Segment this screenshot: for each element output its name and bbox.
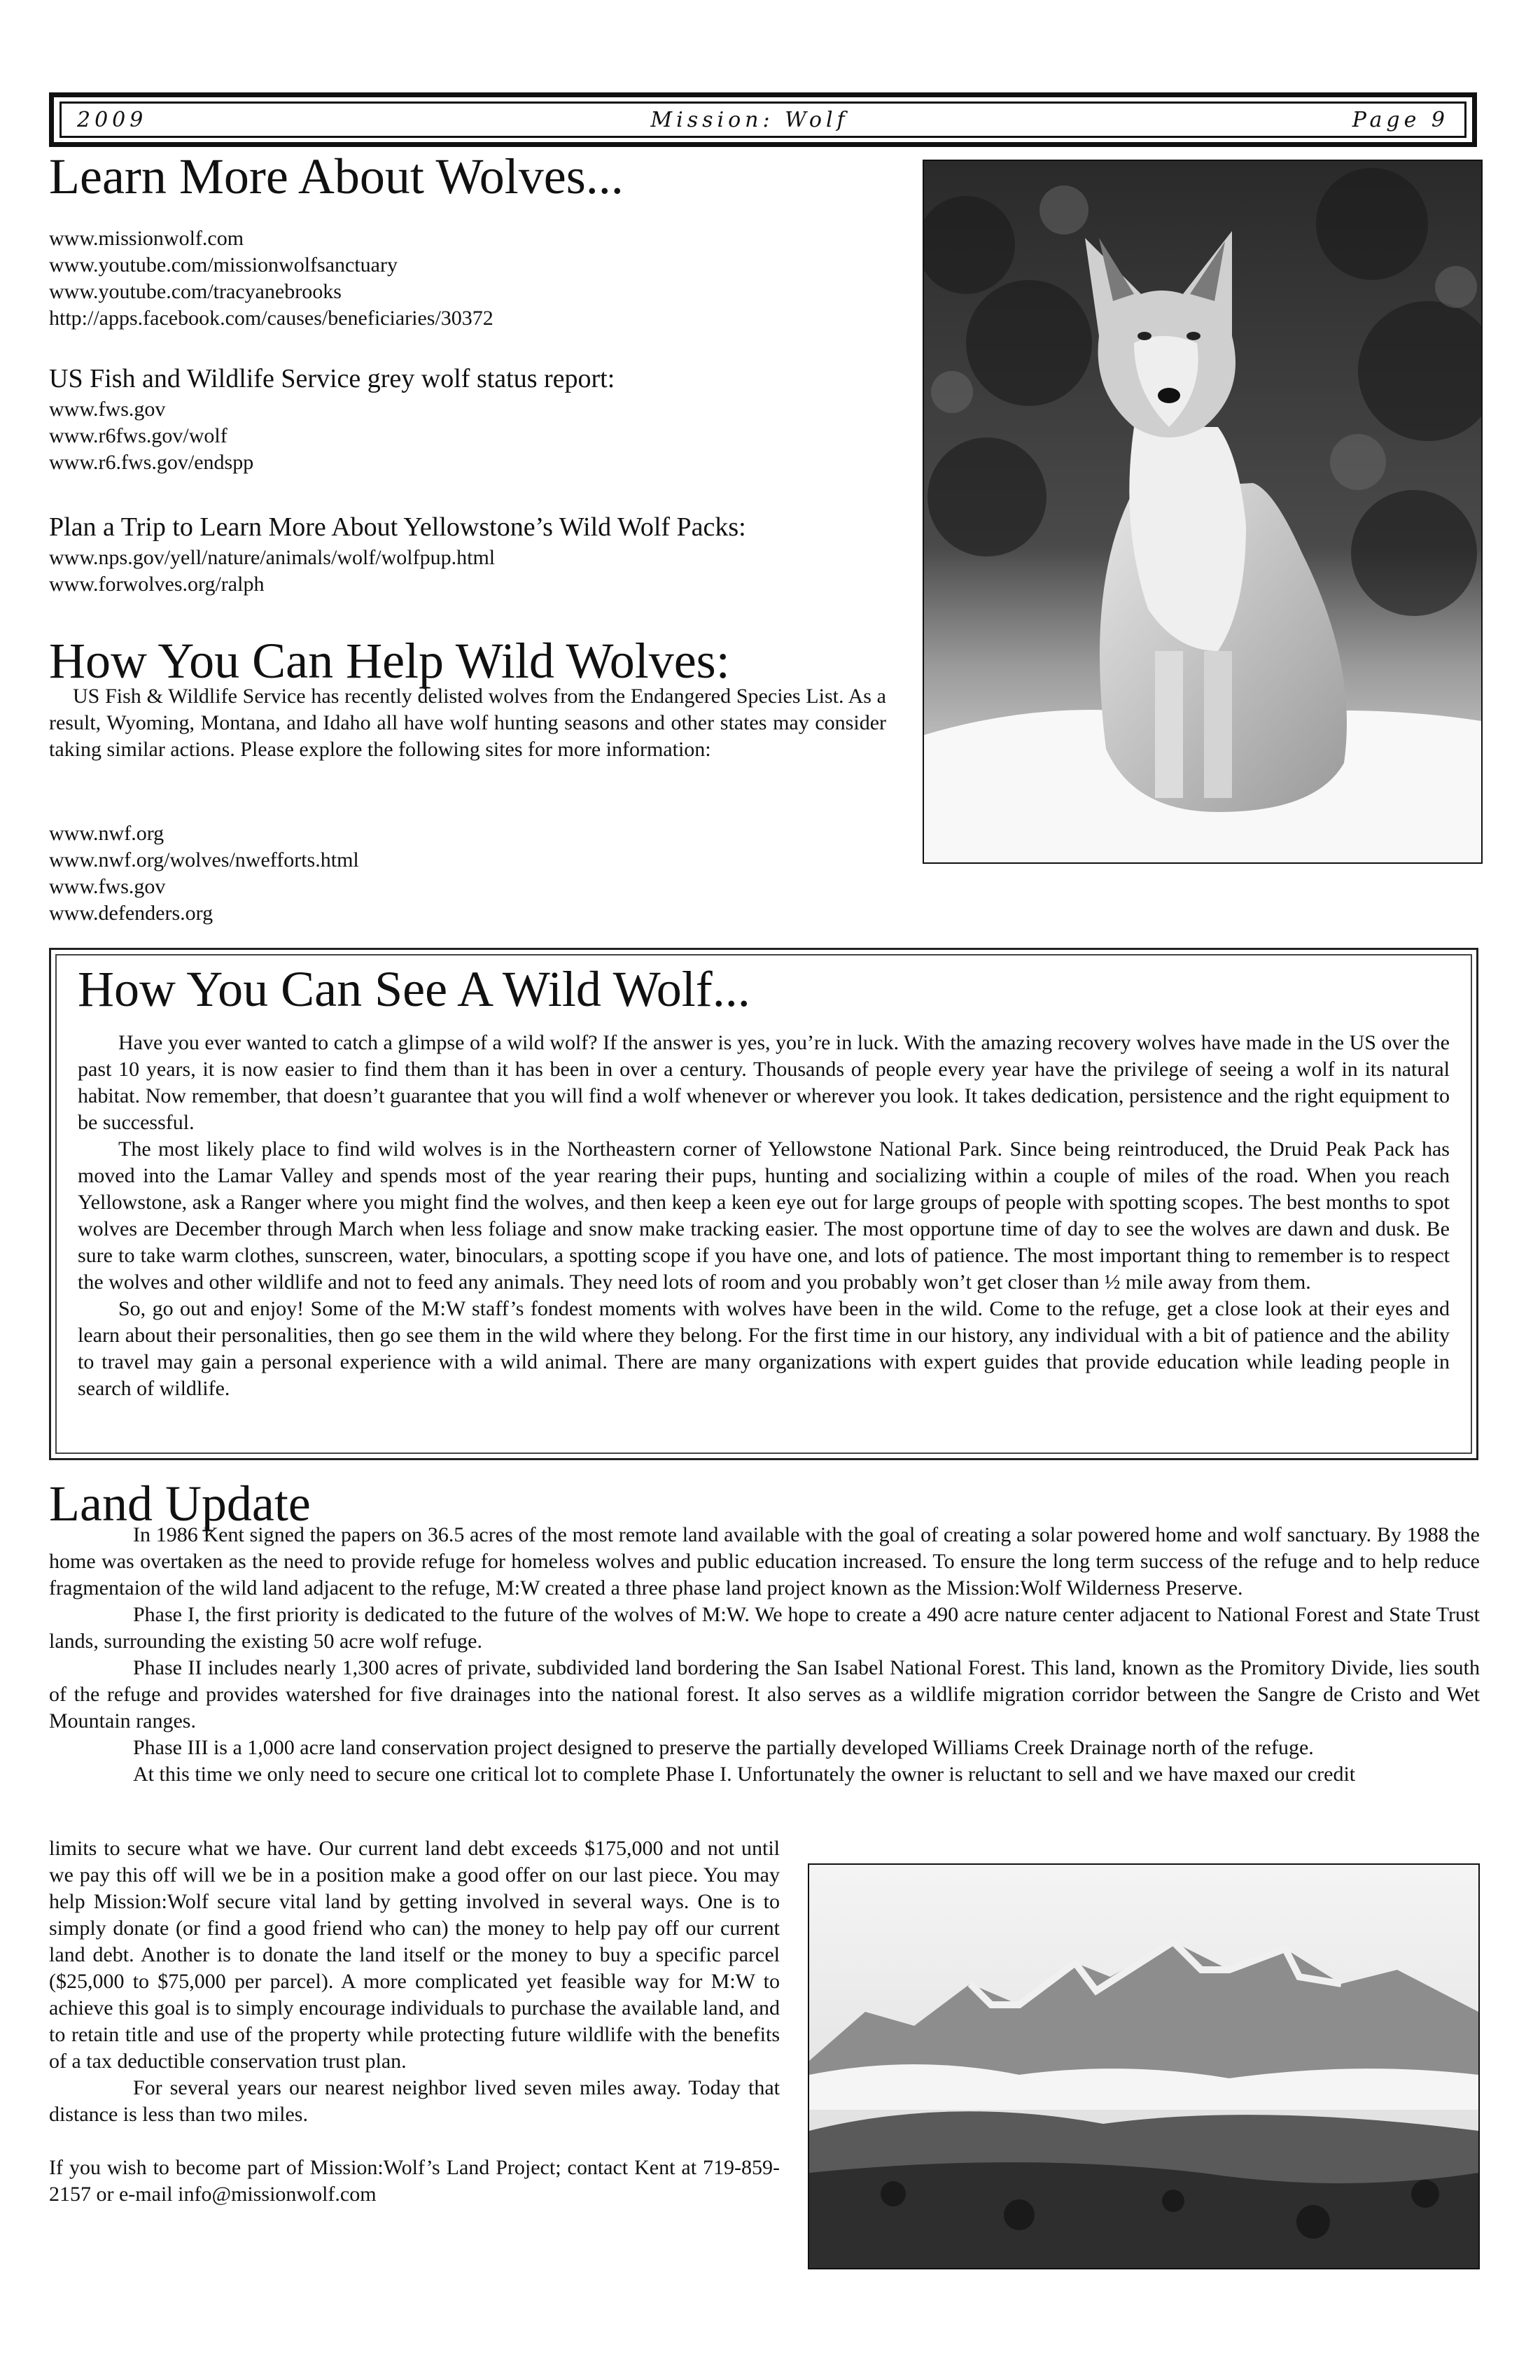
- land-p5b: limits to secure what we have. Our current land debt exceeds $175,000 and not until we pay this off will we be in a position make a good offer on our last piece. You may help Mission:Wolf secure vital land by getting involved in several ways. One is to simply donate (or find a good friend who can) the money to help pay off our current land debt. Another is to donate the land itself or the money to buy a specific parcel ($25,000 to $75,000 per parcel). A more complicated yet feasible way for M:W to achieve this goal is to simply encourage individuals to purchase the available land, and to retain title and use of the property while protecting future wildlife with the benefits of a tax deductible conservation trust plan.: [49, 1837, 780, 2073]
- link-r6fws-wolf[interactable]: www.r6fws.gov/wolf: [49, 424, 227, 447]
- link-missionwolf[interactable]: www.missionwolf.com: [49, 227, 244, 250]
- learn-more-heading: Learn More About Wolves...: [49, 148, 624, 204]
- trip-heading: Plan a Trip to Learn More About Yellowstone’s Wild Wolf Packs:: [49, 512, 746, 542]
- link-facebook-causes[interactable]: http://apps.facebook.com/causes/beneficiaries/30372: [49, 307, 493, 330]
- page-header: [49, 92, 1477, 147]
- learn-links-group: [49, 225, 493, 332]
- land-p1: In 1986 Kent signed the papers on 36.5 acres of the most remote land available with the goal of creating a solar powered home and wolf sanctuary. By 1988 the home was overtaken as the need to provide refuge for homeless wolves and public education increased. To ensure the long term success of the refuge and to help reduce fragmentaion of the wild land adjacent to the refuge, M:W created a three phase land project known as the Mission:Wolf Wilderness Preserve.: [49, 1523, 1480, 1600]
- page-header-inner: [59, 102, 1466, 138]
- link-defenders[interactable]: www.defenders.org: [49, 902, 214, 925]
- see-wolf-p2: The most likely place to find wild wolves is in the Northeastern corner of Yellowstone National Park. Since being reintroduced, the Druid Peak Pack has moved into the Lamar Valley and spends most of the year rearing their pups, hunting and socializing within a couple of miles of the road. When you reach Yellowstone, ask a Ranger where you might find the wolves, and then keep a keen eye out for large groups of people with spotting scopes. The best months to spot wolves are December through March when less foliage and snow make tracking easier. The most opportune time of day to see the wolves are dawn and dusk. Be sure to take warm clothes, sunscreen, water, binoculars, a spotting scope if you have one, and lots of patience. The most important thing to remember is to respect the wolves and other wildlife and not to feed any animals. They need lots of room and you probably won’t get closer than ½ mile away from them.: [78, 1138, 1450, 1294]
- land-p4: Phase III is a 1,000 acre land conservation project designed to preserve the partially developed Williams Creek Drainage north of the refuge.: [133, 1736, 1314, 1759]
- header-page-number: Page 9: [1352, 107, 1449, 132]
- land-update-body-left: [49, 1835, 780, 2208]
- link-nps-wolfpup[interactable]: www.nps.gov/yell/nature/animals/wolf/wolfpup.html: [49, 546, 496, 569]
- see-wolf-box-inner: [55, 954, 1472, 1454]
- help-links-group: [49, 820, 359, 927]
- help-heading: How You Can Help Wild Wolves:: [49, 633, 730, 689]
- fws-heading: US Fish and Wildlife Service grey wolf status report:: [49, 364, 615, 393]
- help-body: US Fish & Wildlife Service has recently delisted wolves from the Endangered Species List. As a result, Wyoming, Montana, and Idaho all have wolf hunting seasons and other states may consider taking similar actions. Please explore the following sites for more information:: [49, 685, 886, 761]
- link-fws-2[interactable]: www.fws.gov: [49, 875, 166, 898]
- see-wolf-box: [49, 948, 1478, 1460]
- land-contact: If you wish to become part of Mission:Wolf’s Land Project; contact Kent at 719-859-2157 or e-mail info@missionwolf.com: [49, 2156, 780, 2206]
- fws-links-group: [49, 396, 253, 476]
- link-nwf-efforts[interactable]: www.nwf.org/wolves/nwefforts.html: [49, 848, 359, 872]
- land-update-body-top: [49, 1522, 1480, 1788]
- wolf-photo-image: [924, 161, 1481, 862]
- land-update-heading: Land Update: [49, 1476, 311, 1532]
- land-p6: For several years our nearest neighbor lived seven miles away. Today that distance is less than two miles.: [49, 2076, 780, 2126]
- see-wolf-p3: So, go out and enjoy! Some of the M:W staff’s fondest moments with wolves have been in the wild. Come to the refuge, get a close look at their eyes and learn about their personalities, then go see them in the wild where they belong. For the first time in our history, any individual with a bit of patience and the ability to travel may gain a personal experience with a wild animal. There are many organizations with expert guides that provide education while leading people in search of wildlife.: [78, 1297, 1450, 1400]
- link-forwolves[interactable]: www.forwolves.org/ralph: [49, 573, 265, 596]
- land-p2: Phase I, the first priority is dedicated to the future of the wolves of M:W. We hope to create a 490 acre nature center adjacent to National Forest and State Trust lands, surrounding the existing 50 acre wolf refuge.: [49, 1603, 1480, 1653]
- land-p3: Phase II includes nearly 1,300 acres of private, subdivided land bordering the San Isabel National Forest. This land, known as the Promitory Divide, lies south of the refuge and provides watershed for five drainages into the national forest. It also serves as a wildlife migration corridor between the Sangre de Cristo and Wet Mountain ranges.: [49, 1656, 1480, 1732]
- link-youtube-tracy[interactable]: www.youtube.com/tracyanebrooks: [49, 280, 342, 303]
- see-wolf-heading: How You Can See A Wild Wolf...: [78, 961, 750, 1017]
- header-year: 2009: [77, 107, 148, 132]
- land-p5a: At this time we only need to secure one critical lot to complete Phase I. Unfortunately the owner is reluctant to sell and we have maxed our credit: [133, 1763, 1356, 1786]
- link-r6fws-endspp[interactable]: www.r6.fws.gov/endspp: [49, 451, 254, 474]
- header-title: Mission: Wolf: [650, 107, 849, 132]
- mountain-photo-image: [809, 1865, 1478, 2268]
- trip-links-group: [49, 545, 495, 598]
- mountain-photo: [808, 1863, 1480, 2269]
- link-fws[interactable]: www.fws.gov: [49, 398, 166, 421]
- see-wolf-p1: Have you ever wanted to catch a glimpse of a wild wolf? If the answer is yes, you’re in luck. With the amazing recovery wolves have made in the US over the past 10 years, it is now easier to find them than it has been in over a century. Thousands of people every year have the privilege of seeing a wolf in its natural habitat. Now remember, that doesn’t guarantee that you will find a wolf whenever or wherever you look. It takes dedication, persistence and the right equipment to be successful.: [78, 1031, 1450, 1134]
- link-youtube-sanctuary[interactable]: www.youtube.com/missionwolfsanctuary: [49, 253, 398, 276]
- wolf-photo: [923, 160, 1483, 864]
- link-nwf[interactable]: www.nwf.org: [49, 822, 164, 845]
